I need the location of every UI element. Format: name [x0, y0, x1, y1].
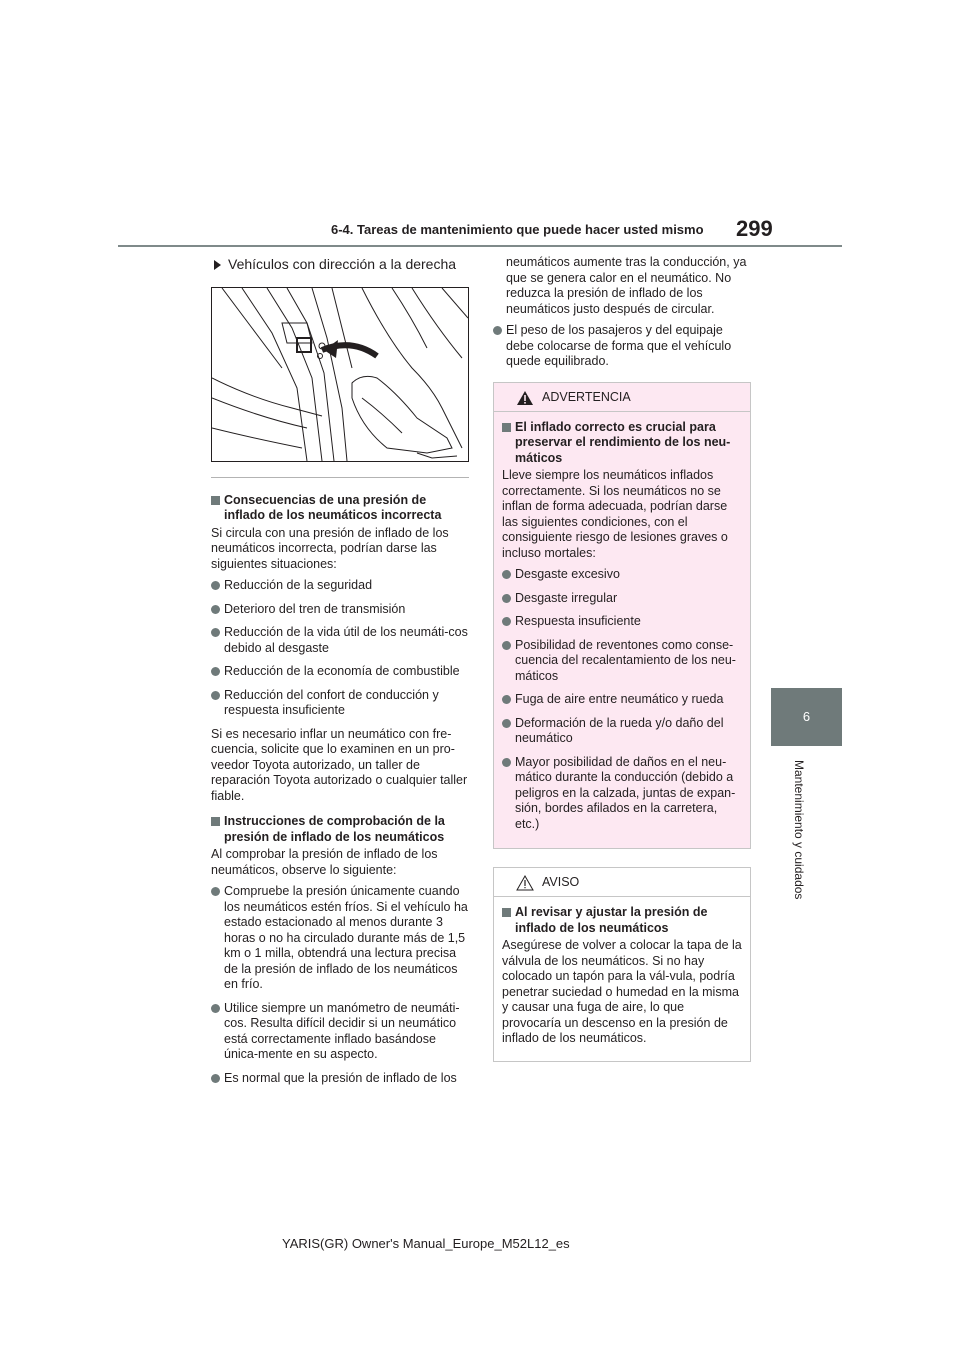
chapter-side-title: [792, 760, 812, 920]
circle-bullet-icon: [502, 695, 511, 704]
square-bullet-icon: [502, 423, 511, 432]
list-item: [502, 716, 742, 747]
list-item: [211, 578, 469, 594]
list-item: [502, 755, 742, 833]
circle-bullet-icon: [211, 581, 220, 590]
subtitle-text: Vehículos con dirección a la derecha: [228, 256, 457, 272]
list-item: [211, 625, 469, 656]
subtitle: [211, 257, 469, 273]
list-item-text: Deterioro del tren de transmisión: [224, 601, 406, 616]
warning-label: ADVERTENCIA: [542, 389, 631, 404]
list-item: [211, 688, 469, 719]
paragraph: Si circula con una presión de inflado de los neumáticos incorrecta, podrían darse las siguientes situaciones:: [211, 525, 449, 571]
list-item-text: Reducción de la seguridad: [224, 578, 373, 592]
heading-text: Al revisar y ajustar la presión de inflado de los neumáticos: [515, 905, 708, 935]
circle-bullet-icon: [502, 570, 511, 579]
list-item: [211, 1001, 469, 1063]
chapter-title: Mantenimiento y cuidados: [792, 760, 806, 900]
paragraph-continuation: neumáticos aumente tras la conducción, ya que se genera calor en el neumático. No reduzca la presión de inflado de los neumáticos justo después de circular.: [506, 255, 747, 316]
caution-triangle-icon: [516, 875, 534, 891]
notice-box-header: [494, 868, 750, 897]
list-item: [502, 567, 742, 583]
list-item-text: El peso de los pasajeros y del equipaje debe colocarse de forma que el vehículo quede equilibrado.: [506, 323, 732, 368]
circle-bullet-icon: [211, 667, 220, 676]
list-item-text: Reducción de la economía de combustible: [224, 664, 460, 678]
square-bullet-icon: [211, 496, 220, 505]
paragraph: Al comprobar la presión de inflado de los neumáticos, observe lo siguiente:: [211, 847, 438, 877]
list-item-text: Fuga de aire entre neumático y rueda: [515, 692, 724, 706]
list-item: [502, 591, 742, 607]
warning-heading: [502, 420, 742, 467]
chapter-tab[interactable]: 6: [771, 688, 842, 746]
warning-box-body: [494, 412, 750, 849]
circle-bullet-icon: [502, 719, 511, 728]
circle-bullet-icon: [211, 887, 220, 896]
warning-box-header: [494, 383, 750, 412]
right-column: [493, 255, 751, 1062]
triangle-bullet-icon: [214, 260, 221, 270]
heading-text: El inflado correcto es crucial para preservar el rendimiento de los neu-máticos: [515, 419, 731, 465]
heading-text: Instrucciones de comprobación de la presión de inflado de los neumáticos: [224, 814, 445, 844]
list-item: [502, 692, 742, 708]
list-item-text: Es normal que la presión de inflado de los: [224, 1070, 457, 1085]
list-item: [211, 664, 469, 680]
section-heading-consequences: [211, 493, 469, 524]
circle-bullet-icon: [502, 758, 511, 767]
header-divider: [118, 245, 842, 247]
circle-bullet-icon: [211, 691, 220, 700]
figure-divider: [211, 477, 469, 478]
list-item-text: Respuesta insuficiente: [515, 614, 641, 628]
list-item-text: Desgaste irregular: [515, 590, 618, 605]
section-heading-instructions: [211, 814, 469, 845]
circle-bullet-icon: [493, 326, 502, 335]
list-item: [211, 602, 469, 618]
door-pillar-illustration: [211, 287, 469, 462]
circle-bullet-icon: [502, 617, 511, 626]
notice-heading: [502, 905, 742, 936]
list-item-text: Reducción de la vida útil de los neumáti-cos debido al desgaste: [224, 625, 468, 655]
circle-bullet-icon: [211, 605, 220, 614]
list-item: [211, 884, 469, 993]
circle-bullet-icon: [502, 641, 511, 650]
circle-bullet-icon: [211, 628, 220, 637]
illustration-svg: [212, 288, 468, 461]
circle-bullet-icon: [211, 1004, 220, 1013]
square-bullet-icon: [502, 908, 511, 917]
list-item: [493, 323, 751, 370]
notice-label: AVISO: [542, 875, 580, 889]
list-item-text: Mayor posibilidad de daños en el neu-mático durante la conducción (debido a peligros en la calzada, juntas de expan-sión, bordes afilados en la carretera, etc.): [515, 754, 736, 831]
footer-manual-id: YARIS(GR) Owner's Manual_Europe_M52L12_es: [282, 1236, 570, 1251]
square-bullet-icon: [211, 817, 220, 826]
list-item: [211, 1071, 469, 1087]
warning-box: [493, 382, 751, 850]
list-item-text: Reducción del confort de conducción y respuesta insuficiente: [224, 687, 439, 717]
list-item-text: Deformación de la rueda y/o daño del neumático: [515, 715, 724, 745]
list-item-text: Posibilidad de reventones como conse-cuencia del recalentamiento de los neu-máticos: [515, 637, 736, 683]
list-item-text: Compruebe la presión únicamente cuando los neumáticos estén fríos. Si el vehículo ha estado estacionado al menos durante 3 horas o no ha circulado durante más de 1,5 km o 1 milla, obtendrá una lectura precisa de la presión de inflado de los neumáticos en frío.: [224, 884, 468, 991]
list-item-text: Utilice siempre un manómetro de neumáti-cos. Resulta difícil decidir si un neumático está correctamente inflado basándose única-mente en su aspecto.: [224, 1000, 460, 1061]
notice-box-body: [494, 897, 750, 1061]
notice-box: [493, 867, 751, 1062]
paragraph: Lleve siempre los neumáticos inflados correctamente. Si los neumáticos no se inflan de forma adecuada, podrían darse las siguientes condiciones, con el consiguiente riesgo de lesiones graves o incluso mortales:: [502, 468, 728, 560]
list-item: [502, 638, 742, 685]
list-item-text: Desgaste excesivo: [515, 567, 620, 581]
list-item: [502, 614, 742, 630]
circle-bullet-icon: [211, 1074, 220, 1083]
warning-triangle-icon: [516, 390, 534, 406]
paragraph: Si es necesario inflar un neumático con fre-cuencia, solicite que lo examinen en un pro-veedor Toyota autorizado, un taller de reparación Toyota autorizado o cualquier taller fiable.: [211, 726, 468, 803]
left-column: [211, 255, 469, 1094]
page-number: 299: [736, 216, 773, 241]
circle-bullet-icon: [502, 594, 511, 603]
section-header-title: 6-4. Tareas de mantenimiento que puede hacer usted mismo: [331, 222, 704, 237]
paragraph: Asegúrese de volver a colocar la tapa de la válvula de los neumáticos. Si no hay colocado un tapón para la vál-vula, podría penetrar suciedad o humedad en la misma y causar una fuga de aire, lo que provocaría un descenso en la presión de inflado de los neumáticos.: [502, 938, 742, 1045]
heading-text: Consecuencias de una presión de inflado de los neumáticos incorrecta: [224, 492, 442, 522]
